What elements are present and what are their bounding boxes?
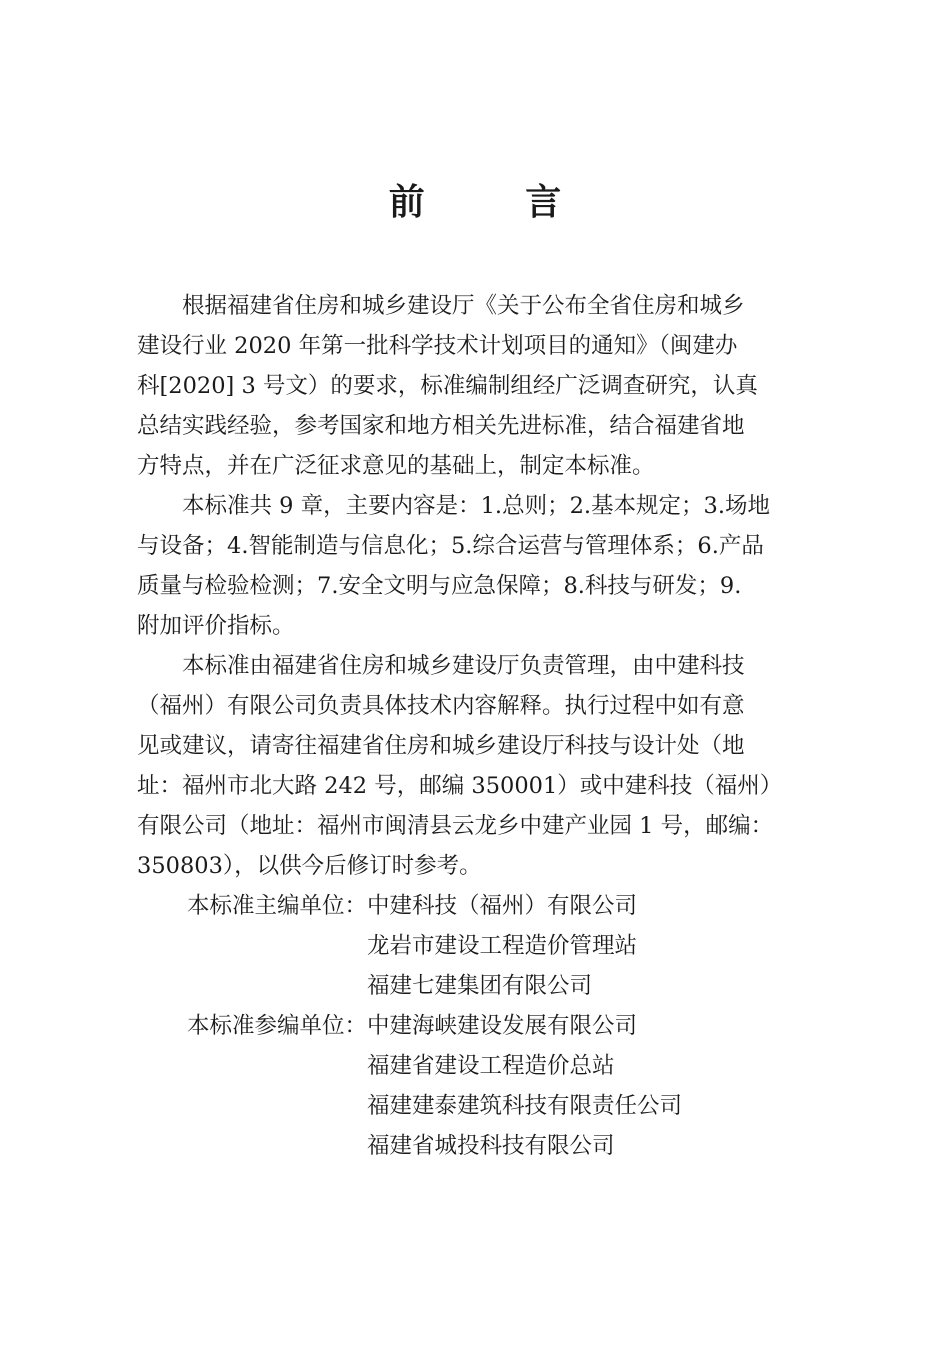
chief-unit-item: 龙岩市建设工程造价管理站 (367, 933, 638, 959)
paragraph-line: 方特点，并在广泛征求意见的基础上，制定本标准。 (137, 453, 655, 479)
paragraph-line: 见或建议，请寄往福建省住房和城乡建设厅科技与设计处（地 (137, 733, 745, 759)
page-title: 前 言 (388, 181, 606, 223)
chief-units-label: 本标准主编单位： (187, 893, 368, 919)
participating-unit-item: 福建省建设工程造价总站 (367, 1053, 615, 1079)
drafting-units (137, 886, 817, 1166)
preface-body (137, 286, 817, 1166)
participating-units-label: 本标准参编单位： (187, 1013, 368, 1039)
paragraph-line: 质量与检验检测；7.安全文明与应急保障；8.科技与研发；9. (137, 573, 742, 599)
paragraph-line: 科[2020] 3 号文）的要求，标准编制组经广泛调查研究，认真 (137, 373, 758, 399)
paragraph-line: 有限公司（地址：福州市闽清县云龙乡中建产业园 1 号，邮编： (137, 813, 774, 839)
paragraph-line: 与设备；4.智能制造与信息化；5.综合运营与管理体系；6.产品 (137, 533, 764, 559)
paragraph-line: 本标准由福建省住房和城乡建设厅负责管理，由中建科技 (182, 653, 745, 679)
paragraph-line: 附加评价指标。 (137, 613, 295, 639)
chief-units-list (367, 886, 637, 1006)
chief-unit-item: 中建科技（福州）有限公司 (367, 893, 638, 919)
paragraph-management (137, 646, 817, 886)
paragraph-basis (137, 286, 817, 486)
paragraph-line: 本标准共 9 章，主要内容是：1.总则；2.基本规定；3.场地 (182, 493, 771, 519)
participating-unit-item: 福建建泰建筑科技有限责任公司 (367, 1093, 683, 1119)
paragraph-line: 建设行业 2020 年第一批科学技术计划项目的通知》（闽建办 (137, 333, 738, 359)
paragraph-line: 根据福建省住房和城乡建设厅《关于公布全省住房和城乡 (182, 293, 745, 319)
paragraph-line: 总结实践经验，参考国家和地方相关先进标准，结合福建省地 (137, 413, 745, 439)
paragraph-chapters (137, 486, 817, 646)
chief-unit-item: 福建七建集团有限公司 (367, 973, 593, 999)
paragraph-line: 址：福州市北大路 242 号，邮编 350001）或中建科技（福州） (137, 773, 783, 799)
participating-units-group (137, 1006, 817, 1166)
participating-unit-item: 福建省城投科技有限公司 (367, 1133, 615, 1159)
chief-units-group (137, 886, 817, 1006)
paragraph-line: 350803），以供今后修订时参考。 (137, 853, 482, 879)
participating-units-list (367, 1006, 682, 1166)
paragraph-line: （福州）有限公司负责具体技术内容解释。执行过程中如有意 (137, 693, 745, 719)
participating-unit-item: 中建海峡建设发展有限公司 (367, 1013, 638, 1039)
